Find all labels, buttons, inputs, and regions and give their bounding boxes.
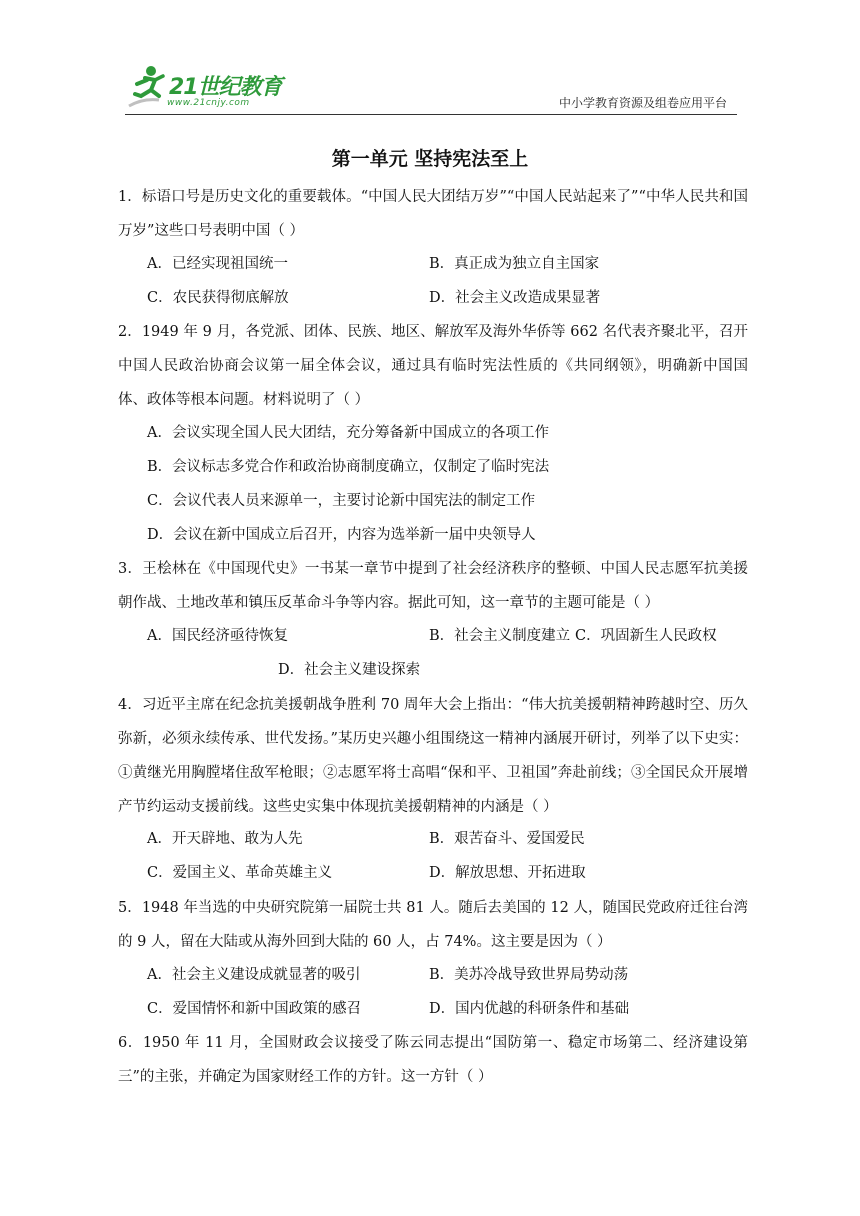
question-2-option-a[interactable]: A．会议实现全国人民大团结，充分筹备新中国成立的各项工作 — [147, 425, 549, 441]
question-5-option-a[interactable]: A．社会主义建设成就显著的吸引 — [147, 967, 361, 983]
question-2-option-d[interactable]: D．会议在新中国成立后召开，内容为选举新一届中央领导人 — [147, 527, 536, 543]
question-3-option-c[interactable]: C．巩固新生人民政权 — [575, 628, 717, 644]
logo-text: 21世纪教育 — [169, 75, 282, 100]
question-5-stem: 5．1948 年当选的中央研究院第一届院士共 81 人。随后去美国的 12 人，随国民党政府迁往台湾的 9 人，留在大陆或从海外回到大陆的 60 人，占 74%。这主要是因为（ ） — [118, 900, 748, 950]
question-5-option-c[interactable]: C．爱国情怀和新中国政策的感召 — [147, 1001, 362, 1017]
question-2-option-c[interactable]: C．会议代表人员来源单一，主要讨论新中国宪法的制定工作 — [147, 493, 536, 509]
question-4-stem: 4．习近平主席在纪念抗美援朝战争胜利 70 周年大会上指出：“伟大抗美援朝精神跨越时空、历久弥新，必须永续传承、世代发扬。”某历史兴趣小组围绕这一精神内涵展开研讨，列举了以下史实：①黄继光用胸膛堵住敌军枪眼；②志愿军将士高唱“保和平、卫祖国”奔赴前线；③全国民众开展增产节约运动支援前线。这些史实集中体现抗美援朝精神的内涵是（ ） — [118, 697, 748, 815]
header-divider — [125, 114, 737, 115]
question-3-option-b[interactable]: B．社会主义制度建立 — [429, 628, 571, 644]
question-4-option-b[interactable]: B．艰苦奋斗、爱国爱民 — [429, 831, 585, 847]
question-3-option-d[interactable]: D．社会主义建设探索 — [278, 662, 421, 678]
question-1-option-d[interactable]: D．社会主义改造成果显著 — [429, 290, 601, 306]
question-6-stem: 6．1950 年 11 月，全国财政会议接受了陈云同志提出“国防第一、稳定市场第二、经济建设第三”的主张，并确定为国家财经工作的方针。这一方针（ ） — [118, 1035, 748, 1085]
question-1-stem: 1．标语口号是历史文化的重要载体。“中国人民大团结万岁”“中国人民站起来了”“中华人民共和国万岁”这些口号表明中国（ ） — [118, 189, 748, 239]
logo — [125, 62, 305, 118]
logo-url: www.21cnjy.com — [167, 98, 250, 108]
question-4-option-d[interactable]: D．解放思想、开拓进取 — [429, 865, 586, 881]
question-3-stem: 3．王桧林在《中国现代史》一书某一章节中提到了社会经济秩序的整顿、中国人民志愿军抗美援朝作战、土地改革和镇压反革命斗争等内容。据此可知，这一章节的主题可能是（ ） — [118, 561, 748, 611]
question-5-option-d[interactable]: D．国内优越的科研条件和基础 — [429, 1001, 630, 1017]
question-4-option-a[interactable]: A．开天辟地、敢为人先 — [147, 831, 303, 847]
runner-icon — [125, 62, 171, 112]
question-5-option-b[interactable]: B．美苏冷战导致世界局势动荡 — [429, 967, 629, 983]
question-2-option-b[interactable]: B．会议标志多党合作和政治协商制度确立，仅制定了临时宪法 — [147, 459, 550, 475]
question-1-option-b[interactable]: B．真正成为独立自主国家 — [429, 256, 600, 272]
question-3-option-a[interactable]: A．国民经济亟待恢复 — [147, 628, 288, 644]
page-title: 第一单元 坚持宪法至上 — [331, 148, 529, 170]
question-2-stem: 2．1949 年 9 月，各党派、团体、民族、地区、解放军及海外华侨等 662 名代表齐聚北平，召开中国人民政治协商会议第一届全体会议，通过具有临时宪法性质的《共同纲领》，明确新中国国体、政体等根本问题。材料说明了（ ） — [118, 324, 748, 408]
question-1-option-c[interactable]: C．农民获得彻底解放 — [147, 290, 289, 306]
page-header — [125, 62, 737, 118]
question-1-option-a[interactable]: A．已经实现祖国统一 — [147, 256, 288, 272]
platform-name: 中小学教育资源及组卷应用平台 — [558, 96, 727, 110]
question-4-option-c[interactable]: C．爱国主义、革命英雄主义 — [147, 865, 333, 881]
